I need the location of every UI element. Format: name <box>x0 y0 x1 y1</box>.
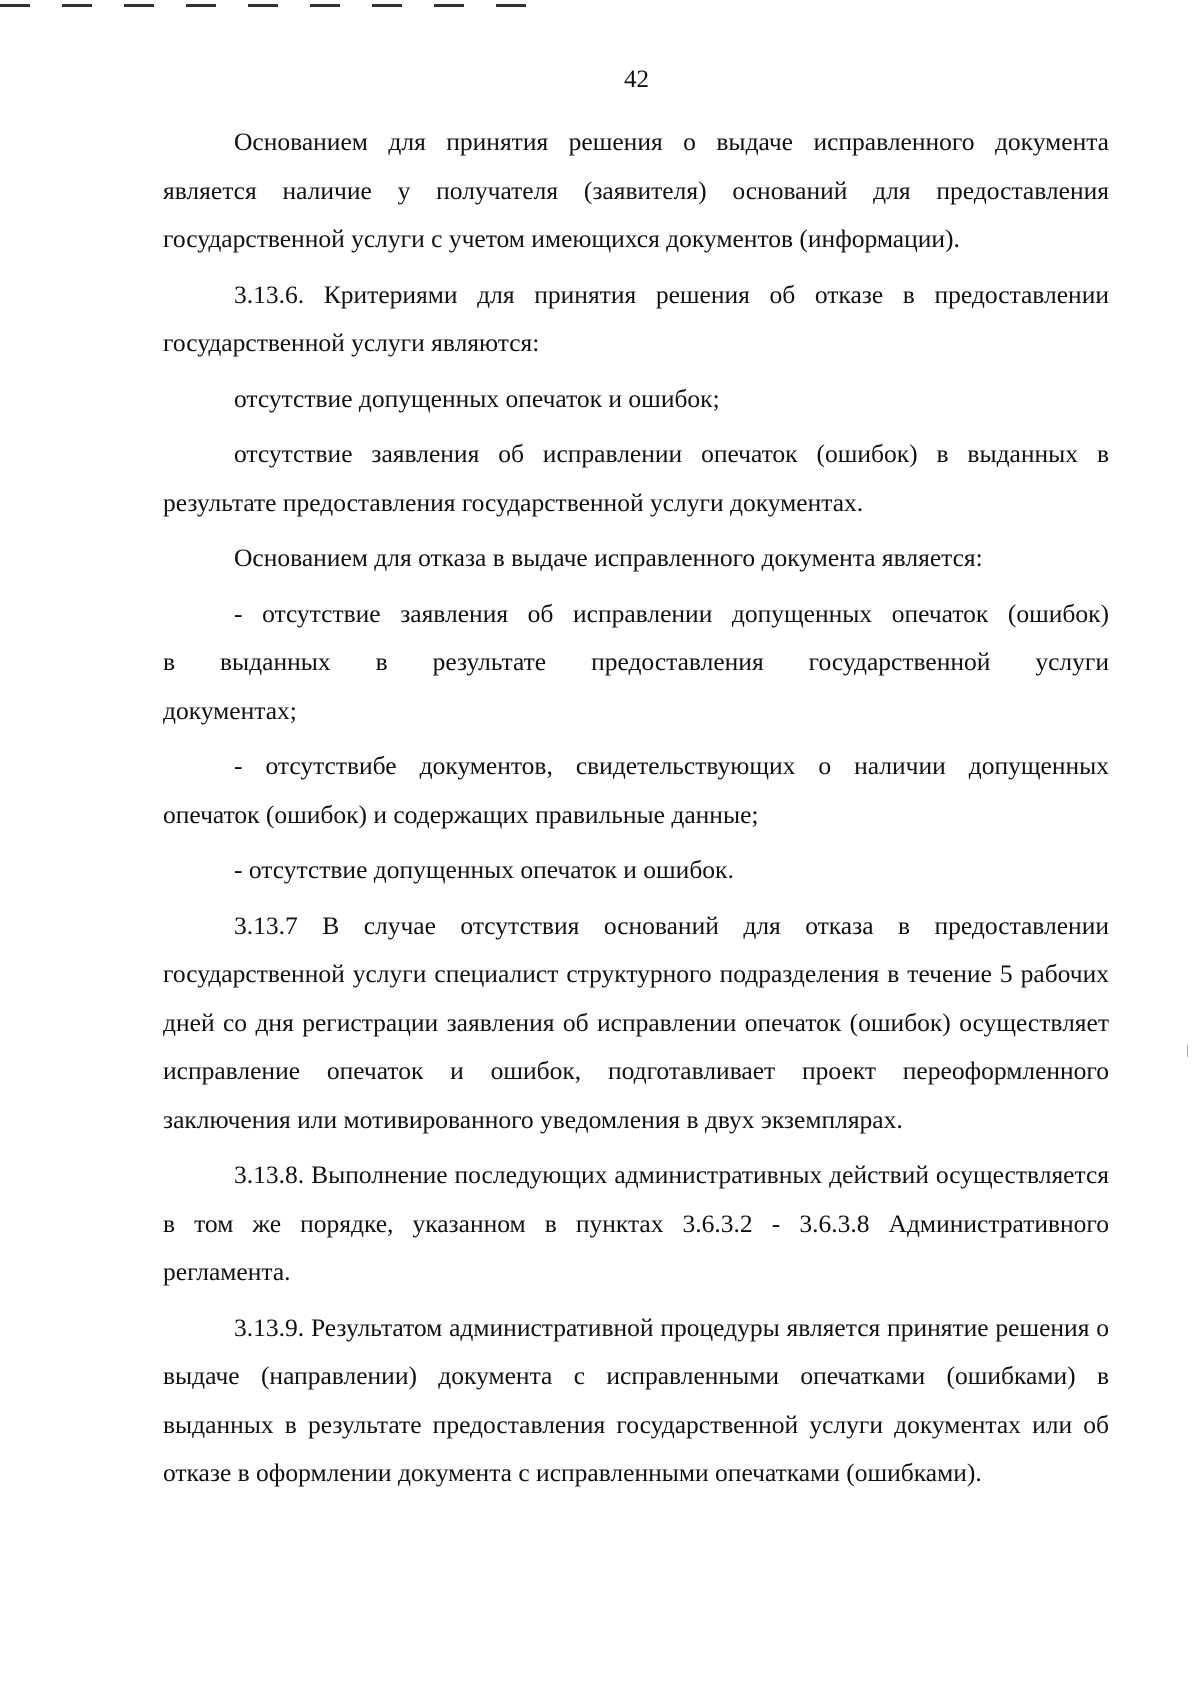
scan-edge-dashes <box>0 4 540 7</box>
paragraph-correction-basis: Основанием для принятия решения о выдаче исправленного документа является наличие у получателя (заявителя) оснований для предоставления государственной услуги с учетом имеющихся документов (информации). <box>163 127 1109 253</box>
paragraph-refusal-basis: Основанием для отказа в выдаче исправленного документа является: <box>234 543 983 572</box>
scan-margin-mark <box>1187 1045 1188 1057</box>
paragraph-refusal-item-1-line-3: документах; <box>163 695 297 725</box>
paragraph-3-13-7: 3.13.7 В случае отсутствия оснований для отказа в предоставлении государственной услуги специалист структурного подразделения в течение 5 рабочих дней со дня регистрации заявления об исправлении опечаток (ошибок) осуществляет исправление опечаток и ошибок, подготавливает проект переоформленного заключения или мотивированного уведомления в двух экземплярах. <box>163 910 1109 1134</box>
document-body <box>163 118 1109 1498</box>
paragraph-refusal-item-3: - отсутствие допущенных опечаток и ошибок. <box>234 855 734 884</box>
paragraph-3-13-8: 3.13.8. Выполнение последующих административных действий осуществляется в том же порядке, указанном в пунктах 3.6.3.2 - 3.6.3.8 Административного регламента. <box>163 1160 1109 1286</box>
page-number: 42 <box>624 66 649 93</box>
paragraph-criterion-2: отсутствие заявления об исправлении опечаток (ошибок) в выданных в результате предоставления государственной услуги документах. <box>163 439 1109 517</box>
paragraph-3-13-6: 3.13.6. Критериями для принятия решения об отказе в предоставлении государственной услуги являются: <box>163 279 1109 357</box>
paragraph-refusal-item-2: - отсутствибе документов, свидетельствующих о наличии допущенных опечаток (ошибок) и содержащих правильные данные; <box>163 751 1109 829</box>
paragraph-refusal-item-1-line-2: в выданных в результате предоставления государственной услуги <box>163 647 1109 676</box>
paragraph-3-13-9: 3.13.9. Результатом административной процедуры является принятие решения о выдаче (направлении) документа с исправленными опечатками (ошибками) в выданных в результате предоставления государственной услуги документах или об отказе в оформлении документа с исправленными опечатками (ошибками). <box>163 1312 1109 1487</box>
paragraph-refusal-item-1-line-1: - отсутствие заявления об исправлении допущенных опечаток (ошибок) <box>234 598 1109 628</box>
paragraph-criterion-1: отсутствие допущенных опечаток и ошибок; <box>234 383 720 413</box>
